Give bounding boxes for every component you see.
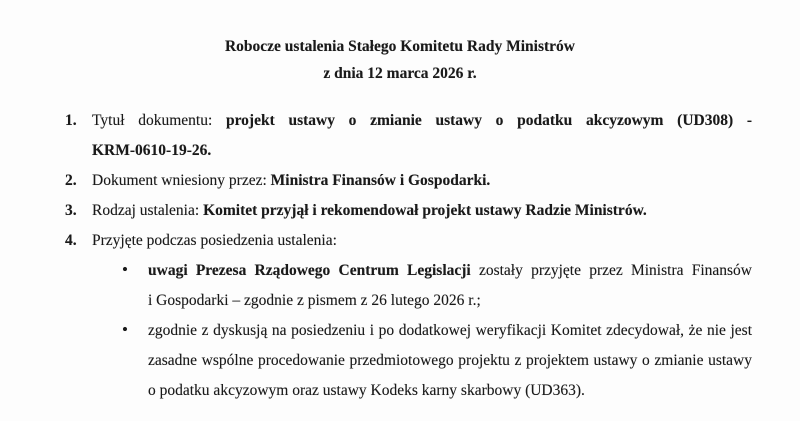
title-line-2: z dnia 12 marca 2026 r. [323, 65, 477, 82]
text-line [148, 256, 752, 286]
text-line [148, 346, 752, 376]
item-bold-text: KRM-0610-19-26. [92, 142, 212, 159]
item-bold-text: projekt ustawy o zmianie ustawy o podatku akcyzowym (UD308) - [225, 112, 752, 129]
item-number: 3. [65, 202, 77, 219]
list-item-4 [65, 226, 752, 256]
text-line [92, 166, 752, 196]
bullet-item-2 [65, 316, 752, 406]
text-line [92, 226, 752, 256]
list-item-2 [65, 166, 752, 196]
item-label: Dokument wniesiony przez: [92, 172, 267, 189]
bullet-bold-text: uwagi Prezesa Rządowego Centrum Legislacji [148, 262, 471, 279]
bullet-icon: • [122, 320, 128, 339]
text-line [148, 286, 752, 316]
bullet-text: zasadne wspólne procedowanie przedmiotowego projektu z projektem ustawy o zmianie ustawy [148, 352, 752, 369]
title-line-1: Robocze ustalenia Stałego Komitetu Rady Ministrów [224, 38, 575, 55]
item-label: Przyjęte podczas posiedzenia ustalenia: [92, 232, 337, 249]
list-item-3 [65, 196, 752, 226]
item-label: Rodzaj ustalenia: [92, 202, 200, 219]
bullet-text: zgodnie z dyskusją na posiedzeniu i po dodatkowej weryfikacji Komitet zdecydował, że nie jest [148, 322, 752, 339]
text-line [148, 376, 752, 406]
item-number: 4. [65, 232, 77, 249]
bullet-icon: • [122, 260, 128, 279]
item-bold-text: Komitet przyjął i rekomendował projekt ustawy Radzie Ministrów. [203, 202, 647, 219]
document-body [0, 106, 800, 406]
text-line [92, 196, 752, 226]
item-bold-text: Ministra Finansów i Gospodarki. [270, 172, 491, 189]
bullet-text: zostały przyjęte przez Ministra Finansów [478, 262, 752, 279]
bullet-text: i Gospodarki – zgodnie z pismem z 26 lutego 2026 r.; [148, 292, 481, 309]
text-line [148, 316, 752, 346]
list-item-1 [65, 106, 752, 166]
text-line [92, 136, 752, 166]
item-number: 1. [65, 112, 77, 129]
bullet-text: o podatku akcyzowym oraz ustawy Kodeks karny skarbowy (UD363). [148, 382, 585, 399]
bullet-item-1 [65, 256, 752, 316]
item-label: Tytuł dokumentu: [92, 112, 213, 129]
text-line [92, 106, 752, 136]
item-number: 2. [65, 172, 77, 189]
document-title [0, 0, 800, 87]
